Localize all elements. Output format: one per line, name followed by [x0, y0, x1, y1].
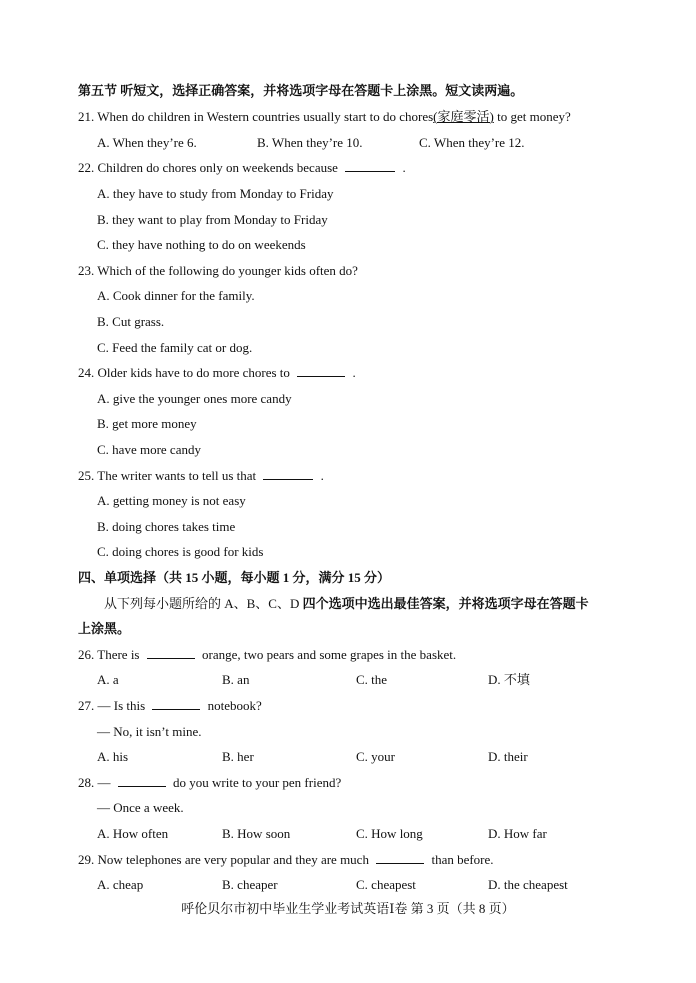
- question-23: 23. Which of the following do younger kids often do?: [78, 263, 358, 278]
- question-stem-end: .: [320, 468, 324, 483]
- question-22: [78, 159, 656, 177]
- answer-blank: [376, 851, 424, 864]
- section-heading: 第五节 听短文，选择正确答案，并将选项字母在答题卡上涂黑。短文读两遍。: [78, 83, 524, 98]
- option-21-b: B. When they’re 10.: [257, 135, 363, 150]
- option-22-c: C. they have nothing to do on weekends: [97, 237, 306, 252]
- option-26-c: C. the: [356, 672, 388, 687]
- option-24-b: B. get more money: [97, 416, 197, 431]
- option-27-b: B. her: [222, 749, 254, 764]
- option-28-a: A. How often: [97, 826, 169, 841]
- instruction-text-bold: 四个选项中选出最佳答案，并将选项字母在答题卡: [302, 596, 589, 611]
- question-stem-end: notebook?: [207, 698, 262, 713]
- question-stem: 21. When do children in Western countries usually start to do chores: [78, 109, 434, 124]
- option-25-b: B. doing chores takes time: [97, 519, 236, 534]
- option-26-d: D. 不填: [488, 672, 530, 687]
- question-stem-end: to get money?: [493, 109, 571, 124]
- part-instruction: [104, 595, 656, 613]
- option-29-a: A. cheap: [97, 877, 144, 892]
- answer-blank: [297, 364, 345, 377]
- answer-blank: [345, 159, 395, 172]
- question-stem: 28. —: [78, 775, 111, 790]
- answer-blank: [263, 467, 313, 480]
- option-25-c: C. doing chores is good for kids: [97, 544, 264, 559]
- option-21-a: A. When they’re 6.: [97, 135, 197, 150]
- option-23-c: C. Feed the family cat or dog.: [97, 340, 253, 355]
- question-stem-end: .: [352, 365, 356, 380]
- option-27-a: A. his: [97, 749, 129, 764]
- instruction-text: 从下列每小题所给的 A、B、C、D: [104, 596, 303, 611]
- option-23-a: A. Cook dinner for the family.: [97, 288, 255, 303]
- answer-blank: [152, 697, 200, 710]
- option-29-d: D. the cheapest: [488, 877, 568, 892]
- part-heading: 四、单项选择（共 15 小题，每小题 1 分，满分 15 分）: [78, 570, 391, 585]
- option-26-a: A. a: [97, 672, 119, 687]
- option-22-b: B. they want to play from Monday to Friday: [97, 212, 328, 227]
- answer-blank: [147, 646, 195, 659]
- option-27-d: D. their: [488, 749, 528, 764]
- page-footer: 呼伦贝尔市初中毕业生学业考试英语Ⅰ卷 第 3 页（共 8 页）: [181, 901, 515, 916]
- dialog-reply-27: — No, it isn’t mine.: [97, 724, 202, 739]
- stem-note: (家庭零活): [433, 109, 494, 124]
- question-stem-end: .: [402, 160, 406, 175]
- question-24: [78, 364, 656, 382]
- question-stem-end: orange, two pears and some grapes in the basket.: [202, 647, 457, 662]
- option-23-b: B. Cut grass.: [97, 314, 165, 329]
- question-26: [78, 646, 656, 664]
- question-stem: 25. The writer wants to tell us that: [78, 468, 257, 483]
- question-27: [78, 697, 656, 715]
- question-stem: 24. Older kids have to do more chores to: [78, 365, 290, 380]
- answer-blank: [118, 774, 166, 787]
- option-25-a: A. getting money is not easy: [97, 493, 246, 508]
- question-stem: 26. There is: [78, 647, 140, 662]
- question-21: [78, 108, 656, 126]
- question-28: [78, 774, 656, 792]
- option-29-b: B. cheaper: [222, 877, 278, 892]
- question-stem: 29. Now telephones are very popular and they are much: [78, 852, 369, 867]
- option-29-c: C. cheapest: [356, 877, 416, 892]
- question-stem: 27. — Is this: [78, 698, 146, 713]
- question-stem: 22. Children do chores only on weekends because: [78, 160, 338, 175]
- option-26-b: B. an: [222, 672, 250, 687]
- option-27-c: C. your: [356, 749, 395, 764]
- question-25: [78, 467, 656, 485]
- option-24-c: C. have more candy: [97, 442, 201, 457]
- option-22-a: A. they have to study from Monday to Friday: [97, 186, 334, 201]
- dialog-reply-28: — Once a week.: [97, 800, 184, 815]
- question-stem-end: do you write to your pen friend?: [173, 775, 342, 790]
- part-instruction-cont: 上涂黑。: [78, 621, 131, 636]
- option-28-d: D. How far: [488, 826, 547, 841]
- option-28-c: C. How long: [356, 826, 423, 841]
- question-29: [78, 851, 656, 869]
- option-21-c: C. When they’re 12.: [419, 135, 525, 150]
- option-24-a: A. give the younger ones more candy: [97, 391, 292, 406]
- question-stem-end: than before.: [431, 852, 494, 867]
- option-28-b: B. How soon: [222, 826, 291, 841]
